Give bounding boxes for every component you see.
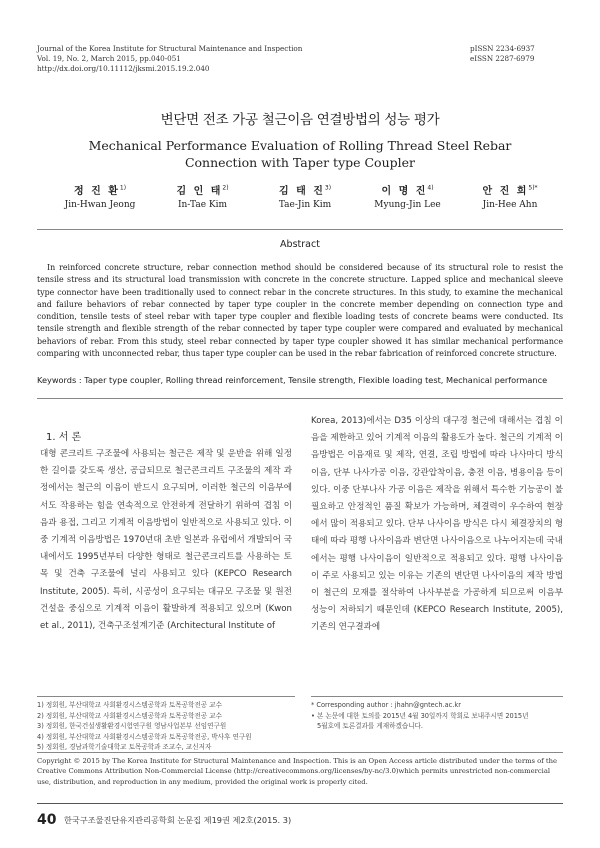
keywords: Keywords : Taper type coupler, Rolling thread reinforcement, Tensile strength, Flexible loading test, Mechanical performance [37, 375, 548, 385]
divider-mid [37, 398, 563, 399]
journal-name: Journal of the Korea Institute for Structural Maintenance and Inspection [37, 44, 303, 53]
section-heading: 1. 서 론 [46, 432, 82, 443]
author-en-name: Tae-Jin Kim [278, 200, 332, 210]
english-title: Mechanical Performance Evaluation of Rolling Thread Steel Rebar Connection with Taper type Coupler [88, 138, 512, 170]
eissn: eISSN 2287-6979 [470, 54, 535, 63]
author-kr-name: 이 명 진 [381, 186, 428, 197]
abstract-text: In reinforced concrete structure, rebar connection method should be considered because of its structural role to resist the tensile stress and its structural load transmission with concrete in the concrete structure. Lapped splice and mechanical sleeve type connector have been traditionally used to connect rebar in the concrete structures. In this study, to examine the mechanical and failure behaviors of rebar connected by taper type coupler in the concrete member depending on connection type and condition, tensile tests of steel rebar with taper type coupler and flexible loading tests of concrete beams were conducted. Its tensile strength and flexible strength of the rebar connected by taper type coupler were compared and evaluated by mechanical behaviors of rebar. From this study, steel rebar connected by taper type coupler showed it has similar mechanical performance comparing with unconnected rebar, thus taper type coupler can be used in the rebar fabrication of reinforced concrete structure. [37, 263, 563, 359]
affiliation-footnotes [37, 700, 297, 753]
corresponding-author: * Corresponding author : jhahn@gntech.ac.kr [311, 701, 461, 709]
body-column-right: Korea, 2013)에서는 D35 이상의 대구경 철근에 대해서는 겹침 이음을 제한하고 있어 기계적 이음의 활용도가 높다. 철근의 기계적 이음방법은 이음재료 및 제작, 연결, 조립 방법에 따라 나사마디 방식 이음, 단부 나사가공 이음, 강관압착이음, 충전 이음, 병용이음 등이 있다. 이중 단부나사 가공 이음은 제작을 위해서 특수한 기능공이 불필요하고 안정적인 품질 확보가 가능하며, 체결력이 우수하여 현장에서 많이 적용되고 있다. 단부 나사이음 방식은 다시 체결장치의 형태에 따라 평행 나사이음과 변단면 나사이음으로 나누어지는데 국내에서는 평행 나사이음이 일반적으로 적용되고 있다. 평행 나사이음이 주로 사용되고 있는 이유는 기존의 변단면 나사이음의 제작 방법이 철근의 모재를 절삭하여 나사부분을 가공하게 되므로써 이음부 성능이 저하되기 때문인데 (KEPCO Research Institute, 2005), 기존의 연구결과에 [311, 416, 563, 633]
author-sup: 1) [119, 184, 127, 192]
author-en-name: Myung-Jin Lee [374, 200, 441, 210]
discussion-note: 5월호에 토론결과를 게재하겠습니다. [317, 722, 424, 731]
author-kr-name: 안 진 희 [482, 186, 529, 197]
korean-title: 변단면 전조 가공 철근이음 연결방법의 성능 평가 [160, 112, 440, 128]
author-list [50, 182, 560, 210]
author-kr-name: 김 인 태 [176, 186, 223, 197]
author-4 [358, 182, 458, 210]
author-1 [50, 182, 150, 210]
author-en-name: Jin-Hwan Jeong [64, 200, 136, 210]
copyright-notice: Copyright © 2015 by The Korea Institute for Structural Maintenance and Inspection. This is an Open Access article distributed under the terms of the Creative Commons Attribution Non-Commercial License (http://creativecommons.org/licenses/by-nc/3.0)which permits unrestricted non-commercial use, distribution, and reproduction in any medium, provided the original work is properly cited. [37, 757, 558, 786]
author-kr-name: 김 태 진 [278, 186, 325, 197]
issn-block [470, 44, 570, 64]
body-column-left: 대형 콘크리트 구조물에 사용되는 철근은 제작 및 운반을 위해 일정한 길이를 갖도록 생산, 공급되므로 철근콘크리트 구조물의 제작 과정에서는 철근의 이음이 반드시 요구되며, 이러한 철근의 이음부에서도 작용하는 힘을 연속적으로 안전하게 전달하기 위하여 겹침 이음과 용접, 그리고 기계적 이음방법이 일반적으로 사용되고 있다. 이 중 기계적 이음방법은 1970년대 초반 일본과 유럽에서 개발되어 국내에서도 1995년부터 다양한 형태로 철근콘크리트를 사용하는 토목 및 건축 구조물에 널리 사용되고 있다 (KEPCO Research Institute, 2005). 특히, 시공성이 요구되는 대규모 구조물 및 원전건설을 중심으로 기계적 이음이 활발하게 적용되고 있으며 (Kwon et al., 2011), 건축구조설계기준 (Architectural Institute of [40, 449, 292, 632]
discussion-note: • 본 논문에 대한 토의를 2015년 4월 30일까지 학회로 보내주시면 2015년 [311, 711, 529, 720]
doi-link[interactable]: http://dx.doi.org/10.11112/jksmi.2015.19.2.040 [37, 64, 210, 73]
correspondence-footnotes [311, 700, 563, 732]
journal-footer: 한국구조물진단유지관리공학회 논문집 제19권 제2호(2015. 3) [64, 815, 292, 825]
footnote: 3) 정회원, 한국건설생활환경시험연구원 영남사업본부 선임연구원 [37, 722, 227, 731]
footnote: 4) 정회원, 부산대학교 사회환경시스템공학과 토목공학전공, 박사후 연구원 [37, 732, 252, 741]
author-sup: 3) [324, 184, 332, 192]
footnote-rule-right [311, 696, 563, 697]
divider-footer [37, 803, 563, 804]
author-5 [460, 182, 560, 210]
author-en-name: In-Tae Kim [177, 200, 228, 210]
pissn: pISSN 2234-6937 [470, 44, 535, 53]
divider-top [37, 229, 563, 230]
author-3 [255, 182, 355, 210]
footnote: 1) 정회원, 부산대학교 사회환경시스템공학과 토목공학전공 교수 [37, 701, 222, 709]
author-en-name: Jin-Hee Ahn [482, 200, 538, 210]
author-sup: 2) [222, 184, 229, 192]
divider-copyright [37, 752, 563, 753]
journal-header [37, 44, 377, 74]
author-sup: 5)* [528, 184, 538, 192]
footnote: 2) 정회원, 부산대학교 사회환경시스템공학과 토목공학전공 교수 [37, 711, 222, 720]
page-number: 40 [37, 812, 57, 828]
author-kr-name: 정 진 환 [73, 186, 120, 197]
abstract-heading: Abstract [280, 239, 320, 250]
footnote: 5) 정회원, 경남과학기술대학교 토목공학과 조교수, 교신저자 [37, 743, 212, 752]
author-sup: 4) [427, 184, 434, 192]
volume-info: Vol. 19, No. 2, March 2015, pp.040-051 [37, 54, 181, 63]
footnote-rule-left [37, 696, 295, 697]
author-2 [153, 182, 253, 210]
